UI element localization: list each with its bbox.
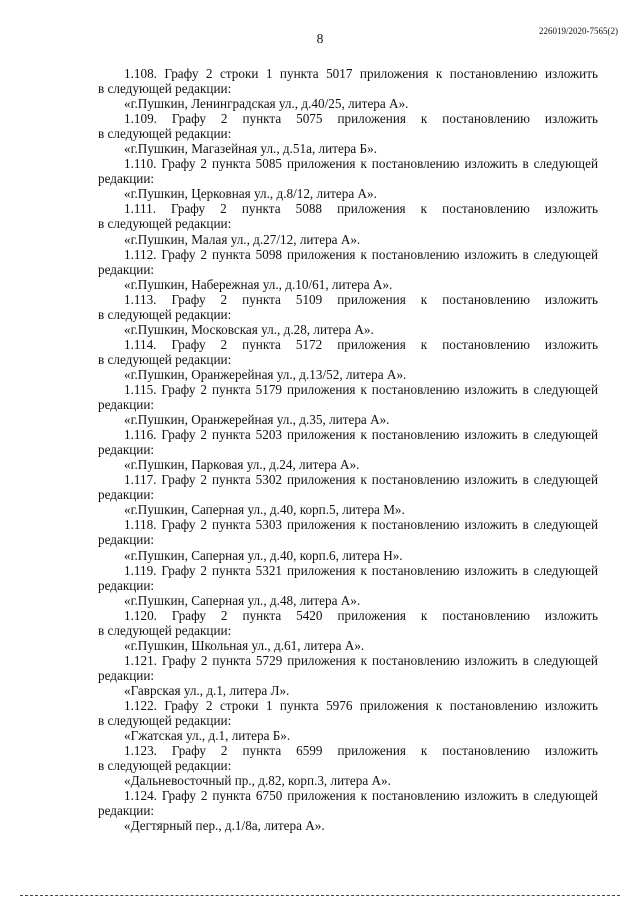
address-line: «г.Пушкин, Парковая ул., д.24, литера А». <box>124 457 360 473</box>
address-line: «г.Пушкин, Саперная ул., д.40, корп.6, литера Н». <box>124 547 403 563</box>
clause-line: 1.117. Графу 2 пункта 5302 приложения к постановлению изложить в следующей <box>124 472 598 488</box>
continuation-line: в следующей редакции: <box>98 758 232 774</box>
clause-line: 1.118. Графу 2 пункта 5303 приложения к постановлению изложить в следующей <box>124 517 598 533</box>
continuation-line: в следующей редакции: <box>98 126 232 142</box>
continuation-line: в следующей редакции: <box>98 216 232 232</box>
address-line: «Дальневосточный пр., д.82, корп.3, литера А». <box>124 773 391 789</box>
clause-line: 1.110. Графу 2 пункта 5085 приложения к постановлению изложить в следующей <box>124 156 598 172</box>
clause-line: 1.112. Графу 2 пункта 5098 приложения к постановлению изложить в следующей <box>124 246 598 262</box>
clause-line: 1.119. Графу 2 пункта 5321 приложения к постановлению изложить в следующей <box>124 562 598 578</box>
address-line: «г.Пушкин, Оранжерейная ул., д.35, литера А». <box>124 412 390 428</box>
continuation-line: редакции: <box>98 487 155 503</box>
clause-line: 1.121. Графу 2 пункта 5729 приложения к постановлению изложить в следующей <box>124 652 598 668</box>
continuation-line: редакции: <box>98 261 155 277</box>
continuation-line: в следующей редакции: <box>98 81 232 97</box>
clause-line: 1.122. Графу 2 строки 1 пункта 5976 приложения к постановлению изложить <box>124 697 598 713</box>
address-line: «г.Пушкин, Церковная ул., д.8/12, литера А». <box>124 186 377 202</box>
clause-line: 1.111. Графу 2 пункта 5088 приложения к постановлению изложить <box>124 201 598 217</box>
address-line: «г.Пушкин, Набережная ул., д.10/61, литера А». <box>124 276 393 292</box>
document-id: 226019/2020-7565(2) <box>539 26 618 36</box>
address-line: «г.Пушкин, Магазейная ул., д.51а, литера Б». <box>124 141 378 157</box>
continuation-line: редакции: <box>98 667 155 683</box>
clause-line: 1.120. Графу 2 пункта 5420 приложения к постановлению изложить <box>124 607 598 623</box>
continuation-line: редакции: <box>98 442 155 458</box>
continuation-line: в следующей редакции: <box>98 713 232 729</box>
continuation-line: редакции: <box>98 577 155 593</box>
address-line: «Гаврская ул., д.1, литера Л». <box>124 682 290 698</box>
footer-divider <box>20 895 620 896</box>
clause-line: 1.124. Графу 2 пункта 6750 приложения к постановлению изложить в следующей <box>124 788 598 804</box>
continuation-line: редакции: <box>98 171 155 187</box>
page-number: 8 <box>316 31 324 46</box>
continuation-line: в следующей редакции: <box>98 622 232 638</box>
address-line: «г.Пушкин, Малая ул., д.27/12, литера А». <box>124 231 361 247</box>
address-line: «г.Пушкин, Саперная ул., д.40, корп.5, литера М». <box>124 502 405 518</box>
clause-line: 1.109. Графу 2 пункта 5075 приложения к постановлению изложить <box>124 111 598 127</box>
clause-line: 1.115. Графу 2 пункта 5179 приложения к постановлению изложить в следующей <box>124 381 598 397</box>
continuation-line: в следующей редакции: <box>98 351 232 367</box>
address-line: «г.Пушкин, Школьная ул., д.61, литера А». <box>124 637 365 653</box>
continuation-line: редакции: <box>98 532 155 548</box>
clause-line: 1.113. Графу 2 пункта 5109 приложения к постановлению изложить <box>124 291 598 307</box>
clause-line: 1.123. Графу 2 пункта 6599 приложения к постановлению изложить <box>124 743 598 759</box>
address-line: «Дегтярный пер., д.1/8а, литера А». <box>124 818 325 834</box>
clause-line: 1.108. Графу 2 строки 1 пункта 5017 приложения к постановлению изложить <box>124 66 598 81</box>
address-line: «Гжатская ул., д.1, литера Б». <box>124 728 291 744</box>
clause-line: 1.116. Графу 2 пункта 5203 приложения к постановлению изложить в следующей <box>124 427 598 443</box>
continuation-line: редакции: <box>98 803 155 819</box>
clause-line: 1.114. Графу 2 пункта 5172 приложения к постановлению изложить <box>124 336 598 352</box>
address-line: «г.Пушкин, Саперная ул., д.48, литера А». <box>124 592 361 608</box>
address-line: «г.Пушкин, Московская ул., д.28, литера А». <box>124 321 374 337</box>
continuation-line: редакции: <box>98 397 155 413</box>
address-line: «г.Пушкин, Оранжерейная ул., д.13/52, литера А». <box>124 366 407 382</box>
continuation-line: в следующей редакции: <box>98 306 232 322</box>
address-line: «г.Пушкин, Ленинградская ул., д.40/25, литера А». <box>124 96 409 112</box>
document-body <box>98 66 598 833</box>
